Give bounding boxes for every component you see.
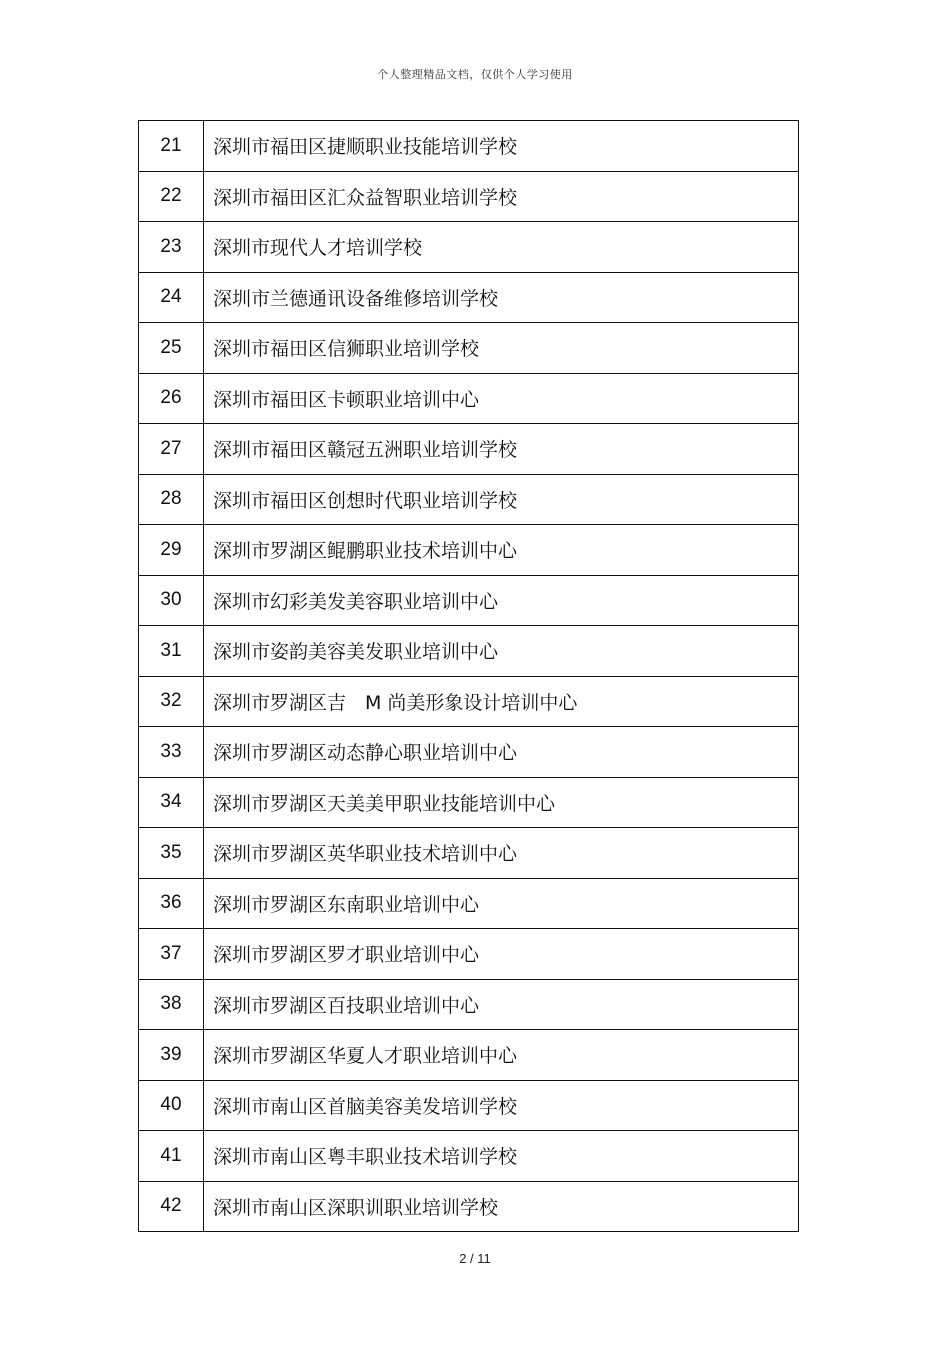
table-row [139,878,799,929]
school-name: 深圳市罗湖区动态静心职业培训中心 [204,727,799,778]
row-number: 25 [139,323,204,374]
row-number: 30 [139,575,204,626]
school-name: 深圳市福田区汇众益智职业培训学校 [204,171,799,222]
table-row [139,1131,799,1182]
row-number: 27 [139,424,204,475]
table-row [139,373,799,424]
table-row [139,777,799,828]
table-row [139,676,799,727]
row-number: 26 [139,373,204,424]
school-name: 深圳市福田区捷顺职业技能培训学校 [204,121,799,172]
school-name: 深圳市罗湖区英华职业技术培训中心 [204,828,799,879]
school-list-table [138,120,799,1232]
page-header: 个人整理精品文档，仅供个人学习使用 [377,68,573,81]
table-row [139,727,799,778]
table-row [139,121,799,172]
row-number: 32 [139,676,204,727]
school-name: 深圳市福田区创想时代职业培训学校 [204,474,799,525]
table-body [139,121,799,1232]
table-row [139,626,799,677]
row-number: 41 [139,1131,204,1182]
table-row [139,222,799,273]
table-row [139,828,799,879]
school-name: 深圳市罗湖区鲲鹏职业技术培训中心 [204,525,799,576]
row-number: 31 [139,626,204,677]
row-number: 33 [139,727,204,778]
school-name: 深圳市南山区深职训职业培训学校 [204,1181,799,1232]
school-name: 深圳市福田区赣冠五洲职业培训学校 [204,424,799,475]
row-number: 28 [139,474,204,525]
school-name: 深圳市罗湖区东南职业培训中心 [204,878,799,929]
row-number: 42 [139,1181,204,1232]
row-number: 22 [139,171,204,222]
table-row [139,575,799,626]
row-number: 36 [139,878,204,929]
school-name: 深圳市罗湖区天美美甲职业技能培训中心 [204,777,799,828]
table-row [139,323,799,374]
table-row [139,979,799,1030]
school-name: 深圳市福田区信狮职业培训学校 [204,323,799,374]
school-name: 深圳市南山区首脑美容美发培训学校 [204,1080,799,1131]
row-number: 40 [139,1080,204,1131]
row-number: 24 [139,272,204,323]
row-number: 35 [139,828,204,879]
table-row [139,474,799,525]
table-row [139,171,799,222]
school-name: 深圳市幻彩美发美容职业培训中心 [204,575,799,626]
row-number: 37 [139,929,204,980]
school-name: 深圳市福田区卡顿职业培训中心 [204,373,799,424]
row-number: 38 [139,979,204,1030]
table-row [139,1080,799,1131]
school-name: 深圳市现代人才培训学校 [204,222,799,273]
school-name: 深圳市罗湖区百技职业培训中心 [204,979,799,1030]
table-row [139,1181,799,1232]
table-row [139,929,799,980]
row-number: 23 [139,222,204,273]
table-row [139,1030,799,1081]
table-row [139,424,799,475]
page-number: 2 / 11 [459,1251,491,1266]
school-name: 深圳市南山区粤丰职业技术培训学校 [204,1131,799,1182]
row-number: 21 [139,121,204,172]
school-name: 深圳市姿韵美容美发职业培训中心 [204,626,799,677]
school-name: 深圳市兰德通讯设备维修培训学校 [204,272,799,323]
row-number: 34 [139,777,204,828]
school-name: 深圳市罗湖区罗才职业培训中心 [204,929,799,980]
row-number: 39 [139,1030,204,1081]
table-row [139,272,799,323]
school-name: 深圳市罗湖区吉 M 尚美形象设计培训中心 [204,676,799,727]
table-row [139,525,799,576]
school-name: 深圳市罗湖区华夏人才职业培训中心 [204,1030,799,1081]
row-number: 29 [139,525,204,576]
